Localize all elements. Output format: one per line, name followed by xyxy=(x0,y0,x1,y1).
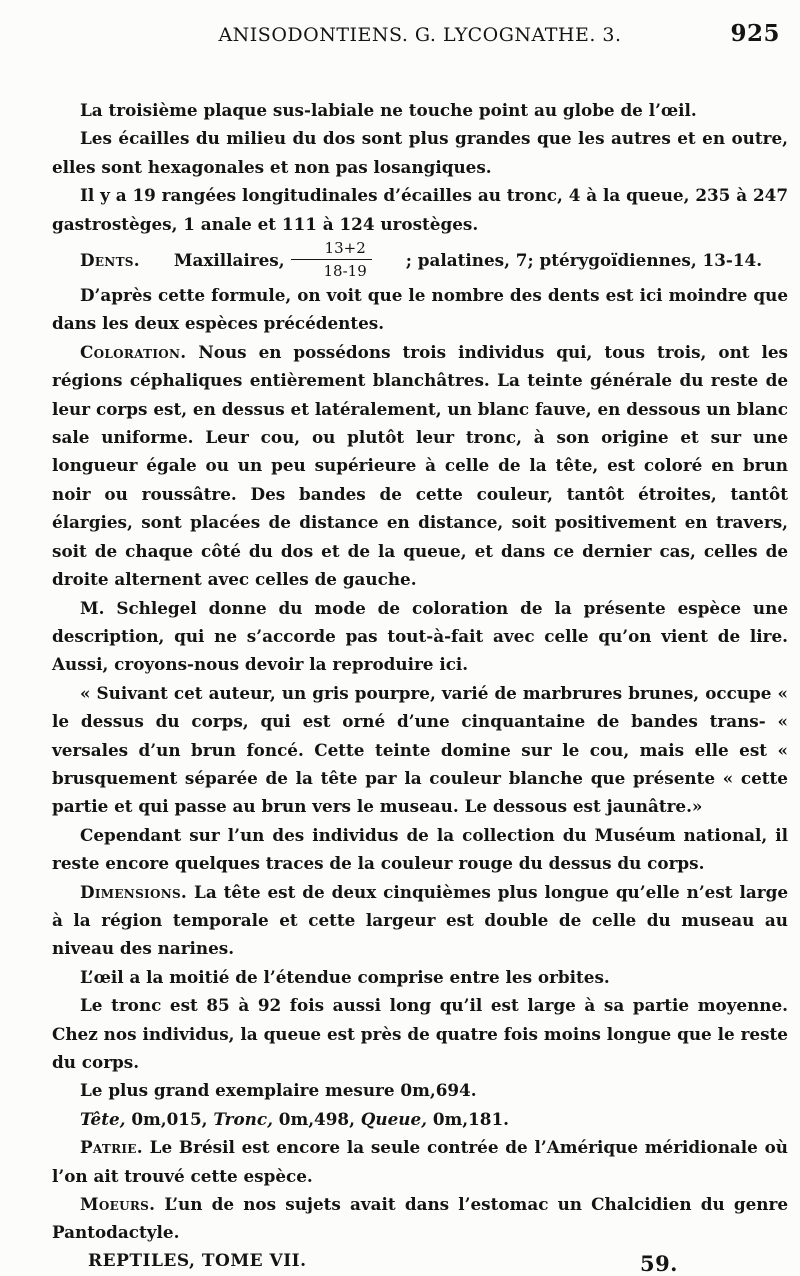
measure-value-tete: 0m,015, xyxy=(131,1108,208,1129)
paragraph-moeurs xyxy=(52,1190,788,1247)
paragraph: M. Schlegel donne du mode de coloration de la présente espèce une description, qui ne s’accorde pas tout-à-fait avec celle qu’on vient de lire. Aussi, croyons-nous devoir la reproduire ici. xyxy=(52,597,788,675)
formula-text-after: ; palatines, 7; ptérygoïdiennes, 13-14. xyxy=(405,249,763,270)
moeurs-text: L’un de nos sujets avait dans l’estomac un Chalcidien du genre Pantodactyle. xyxy=(52,1194,788,1243)
measure-value-tronc: 0m,498, xyxy=(278,1108,355,1129)
paragraph: La troisième plaque sus-labiale ne touche point au globe de l’œil. xyxy=(80,100,697,120)
paragraph: Le tronc est 85 à 92 fois aussi long qu’il est large à sa partie moyenne. Chez nos individus, la queue est près de quatre fois moins longue que le reste du corps. xyxy=(52,995,788,1072)
running-title: ANISODONTIENS. G. LYCOGNATHE. 3. xyxy=(218,24,622,46)
measure-label-queue: Queue, xyxy=(360,1108,427,1129)
paragraph: Les écailles du milieu du dos sont plus grandes que les autres et en outre, elles sont hexagonales et non pas losangiques. xyxy=(52,128,788,177)
document-page xyxy=(52,18,789,1276)
body-text xyxy=(52,96,788,1247)
running-header xyxy=(52,18,788,54)
measurements-line xyxy=(52,1105,788,1133)
quotation: « Suivant cet auteur, un gris pourpre, varié de marbrures brunes, occupe « le dessus du corps, qui est orné d’une cinquantaine de bandes trans- « versales d’un brun foncé. Cette teinte domine sur le cou, mais elle est « brusquement séparée de la tête par la couleur blanche que présente « cette partie et qui passe au brun vers le museau. Le dessous est jaunâtre.» xyxy=(52,682,788,817)
section-label-dents: Dents. xyxy=(80,249,140,270)
maxillary-fraction xyxy=(291,238,372,281)
page-number: 925 xyxy=(730,20,780,47)
measure-value-queue: 0m,181. xyxy=(432,1108,509,1129)
fraction-denominator: 18-19 xyxy=(323,262,367,281)
patrie-text: Le Brésil est encore la seule contrée de l’Amérique méridionale où l’on ait trouvé cette espèce. xyxy=(52,1137,789,1186)
measure-label-tronc: Tronc, xyxy=(213,1108,273,1129)
coloration-text: Nous en possédons trois individus qui, tous trois, ont les régions céphaliques entièrement blanchâtres. La teinte générale du reste de leur corps est, en dessus et latéralement, un blanc fauve, en dessous un blanc sale uniforme. Leur cou, ou plutôt leur tronc, à son origine et sur une longueur égale ou un peu supérieure à celle de la tête, est coloré en brun noir ou roussâtre. Des bandes de cette couleur, tantôt étroites, tantôt élargies, sont placées de distance en distance, soit positivement en travers, soit de chaque côté du dos et de la queue, et dans ce dernier cas, celles de droite alternent avec celles de gauche. xyxy=(52,341,788,590)
paragraph: Cependant sur l’un des individus de la collection du Muséum national, il reste encore quelques traces de la couleur rouge du dessus du corps. xyxy=(52,824,788,874)
dental-formula xyxy=(52,238,788,281)
volume-title: REPTILES, TOME VII. xyxy=(88,1250,307,1271)
measure-label-tete: Tête, xyxy=(80,1108,126,1129)
paragraph: D’après cette formule, on voit que le nombre des dents est ici moindre que dans les deux espèces précédentes. xyxy=(52,285,788,334)
signature-mark: 59. xyxy=(639,1250,678,1276)
paragraph: Le plus grand exemplaire mesure 0m,694. xyxy=(80,1080,477,1101)
paragraph: L’œil a la moitié de l’étendue comprise entre les orbites. xyxy=(80,966,610,987)
paragraph-dimensions xyxy=(52,878,788,963)
section-label-coloration: Coloration. xyxy=(80,341,187,362)
paragraph-patrie xyxy=(52,1133,788,1190)
page-footer xyxy=(52,1251,788,1276)
section-label-patrie: Patrie. xyxy=(80,1137,143,1158)
paragraph: Il y a 19 rangées longitudinales d’écailles au tronc, 4 à la queue, 235 à 247 gastrostèges, 1 anale et 111 à 124 urostèges. xyxy=(52,185,788,234)
dimensions-text: La tête est de deux cinquièmes plus longue qu’elle n’est large à la région temporale et cette largeur est double de celle du museau au niveau des narines. xyxy=(52,881,789,959)
paragraph-coloration xyxy=(52,338,788,594)
formula-text-before: Maxillaires, xyxy=(173,249,285,270)
section-label-moeurs: Moeurs. xyxy=(80,1194,156,1215)
section-label-dimensions: Dimensions. xyxy=(80,881,188,902)
fraction-numerator: 13+2 xyxy=(291,238,372,260)
